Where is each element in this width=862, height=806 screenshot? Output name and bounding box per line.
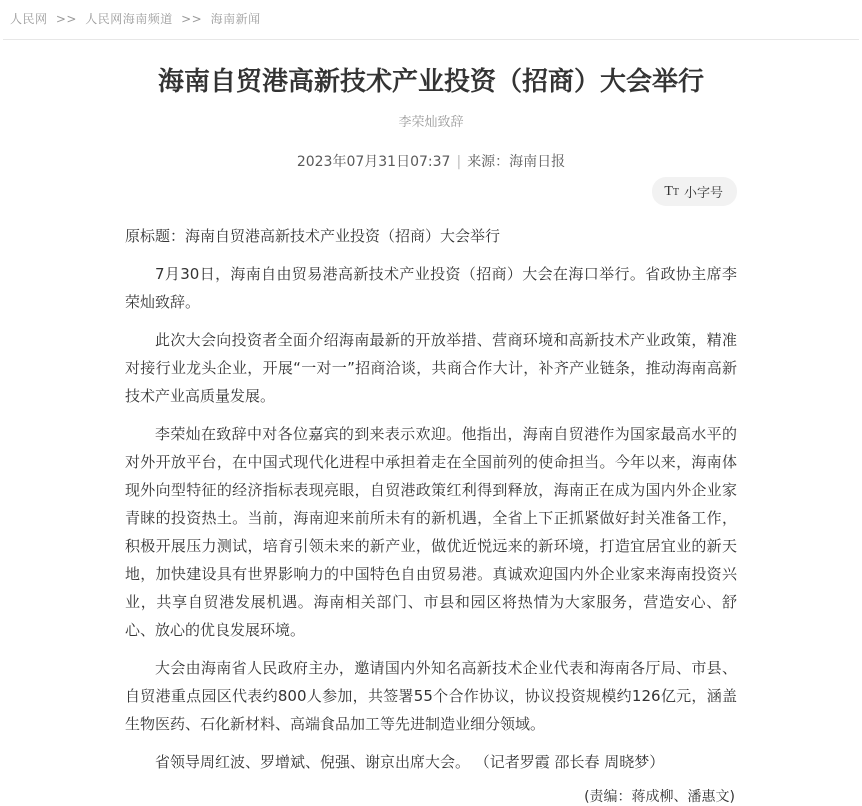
breadcrumb-link-home[interactable]: 人民网 (10, 12, 48, 26)
breadcrumb (0, 0, 862, 39)
font-size-button-label: 小字号 (683, 186, 723, 201)
font-size-button[interactable] (652, 177, 737, 206)
article-paragraph: 此次大会向投资者全面介绍海南最新的开放举措、营商环境和高新技术产业政策，精准对接行业龙头企业，开展“一对一”招商洽谈，共商合作大计，补齐产业链条，推动海南高新技术产业高质量发展。 (125, 331, 737, 405)
breadcrumb-separator: >> (181, 12, 203, 26)
article-paragraph: 7月30日，海南自由贸易港高新技术产业投资（招商）大会在海口举行。省政协主席李荣灿致辞。 (125, 265, 737, 311)
article-paragraph: 大会由海南省人民政府主办，邀请国内外知名高新技术企业代表和海南各厅局、市县、自贸港重点园区代表约800人参加，共签署55个合作协议，协议投资规模约126亿元，涵盖生物医药、石化新材料、高端食品加工等先进制造业细分领域。 (125, 659, 737, 733)
header-divider (3, 39, 859, 40)
article-source[interactable]: 来源：海南日报 (467, 154, 566, 170)
article-meta (125, 151, 737, 171)
publish-date: 2023年07月31日07:37 (296, 154, 451, 170)
article-paragraph: 李荣灿在致辞中对各位嘉宾的到来表示欢迎。他指出，海南自贸港作为国家最高水平的对外开放平台，在中国式现代化进程中承担着走在全国前列的使命担当。今年以来，海南体现外向型特征的经济指标表现亮眼，自贸港政策红利得到释放，海南正在成为国内外企业家青睐的投资热土。当前，海南迎来前所未有的新机遇，全省上下正抓紧做好封关准备工作，积极开展压力测试，培育引领未来的新产业，做优近悦远来的新环境，打造宜居宜业的新天地，加快建设具有世界影响力的中国特色自由贸易港。真诚欢迎国内外企业家来海南投资兴业，共享自贸港发展机遇。海南相关部门、市县和园区将热情为大家服务，营造安心、舒心、放心的优良发展环境。 (125, 425, 737, 639)
editors-note: (责编：蒋成柳、潘惠文) (584, 789, 735, 805)
page-title: 海南自贸港高新技术产业投资（招商）大会举行 (157, 67, 704, 97)
article-column (125, 65, 737, 806)
article-subtitle: 李荣灿致辞 (398, 115, 464, 130)
breadcrumb-link-channel[interactable]: 人民网海南频道 (85, 12, 173, 26)
original-title: 原标题：海南自贸港高新技术产业投资（招商）大会举行 (125, 227, 501, 245)
article-body (125, 222, 737, 776)
article-paragraph: 省领导周红波、罗增斌、倪强、谢京出席大会。 （记者罗霞 邵长春 周晓梦） (155, 753, 665, 771)
meta-separator: | (456, 154, 462, 170)
breadcrumb-separator: >> (55, 12, 77, 26)
font-size-icon: TT (664, 183, 679, 199)
article-toolbar (125, 177, 737, 206)
breadcrumb-link-section[interactable]: 海南新闻 (210, 12, 261, 26)
